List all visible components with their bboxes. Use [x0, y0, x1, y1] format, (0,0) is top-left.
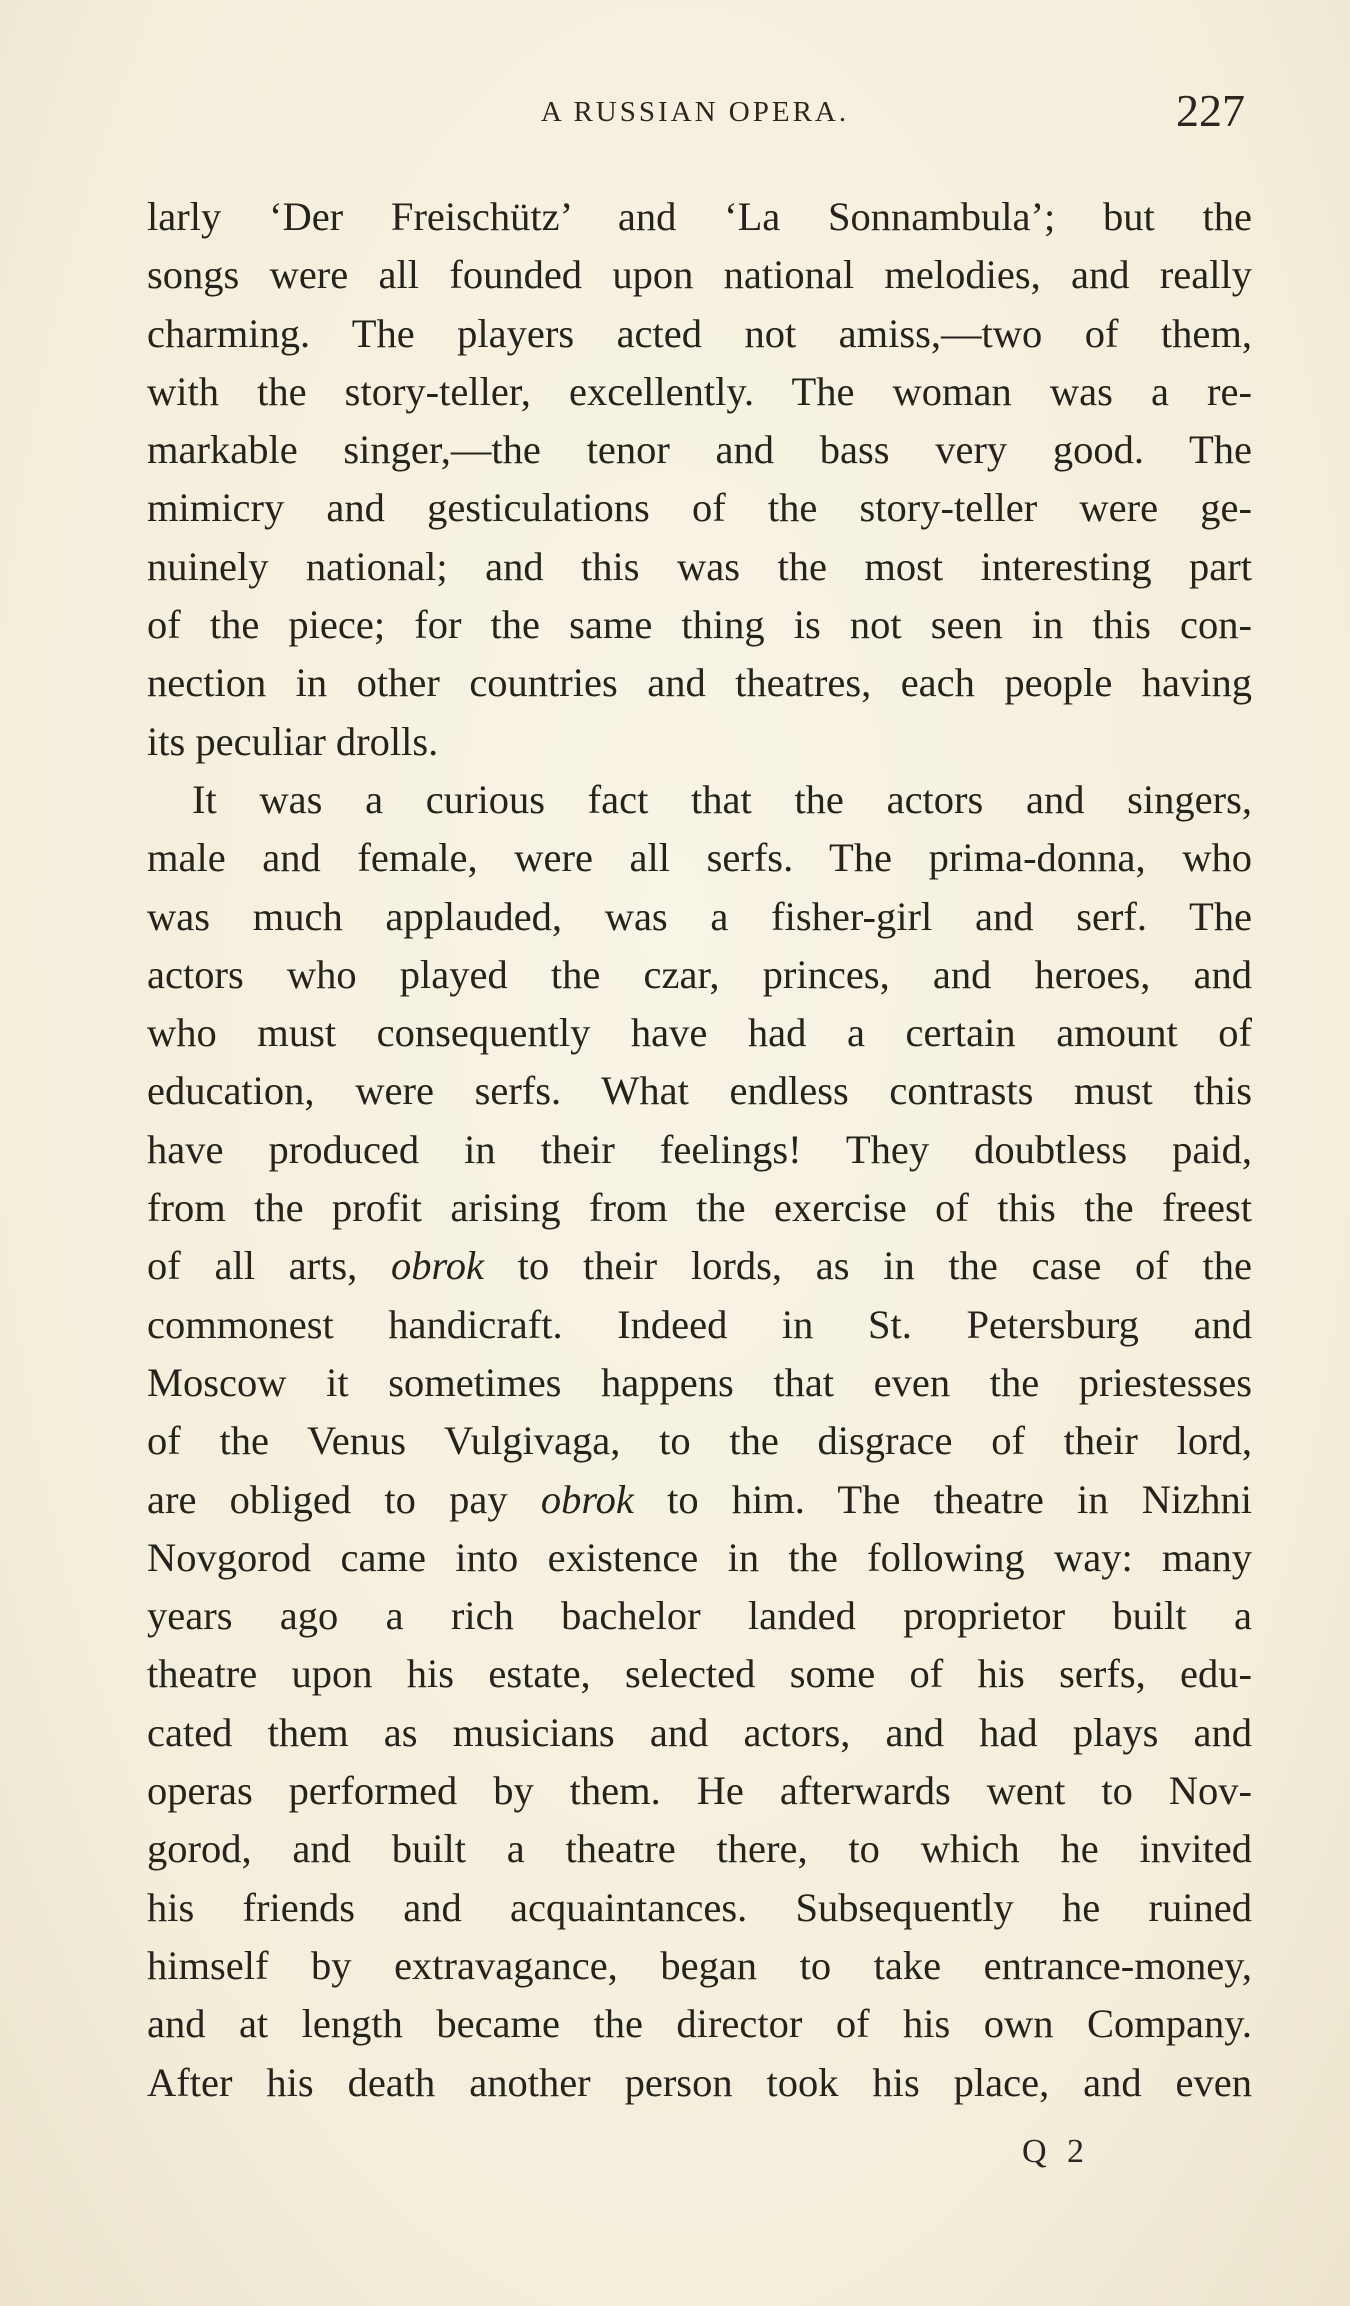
- text-line: [147, 1587, 1252, 1645]
- text-line: [147, 479, 1252, 537]
- text-line: [147, 771, 1252, 829]
- text-segment: charming. The players acted not amiss,—two of them,: [147, 310, 1252, 356]
- text-line: [147, 1354, 1252, 1412]
- text-segment: education, were serfs. What endless contrasts must this: [147, 1068, 1252, 1114]
- text-segment: It was a curious fact that the actors and singers,: [192, 776, 1252, 822]
- text-segment: of all arts,: [147, 1243, 391, 1289]
- text-segment: was much applauded, was a fisher-girl and serf. The: [147, 893, 1252, 939]
- text-line: [147, 1296, 1252, 1354]
- text-segment: nection in other countries and theatres, each people having: [147, 660, 1252, 706]
- text-segment: of the Venus Vulgivaga, to the disgrace of their lord,: [147, 1418, 1252, 1464]
- text-line: [147, 1471, 1252, 1529]
- text-segment: himself by extravagance, began to take entrance-money,: [147, 1942, 1252, 1988]
- text-line: [147, 421, 1252, 479]
- text-line: [147, 713, 1252, 771]
- text-line: [147, 946, 1252, 1004]
- text-line: [147, 2054, 1252, 2112]
- text-segment: its peculiar drolls.: [147, 718, 439, 764]
- text-segment: After his death another person took his place, and even: [147, 2059, 1252, 2105]
- text-line: [147, 1237, 1252, 1295]
- text-segment: who must consequently have had a certain amount of: [147, 1010, 1252, 1056]
- text-segment: actors who played the czar, princes, and heroes, and: [147, 951, 1252, 997]
- text-line: [147, 829, 1252, 887]
- text-segment: markable singer,—the tenor and bass very good. The: [147, 427, 1252, 473]
- text-segment: to their lords, as in the case of the: [483, 1243, 1252, 1289]
- page-header: [145, 84, 1245, 144]
- text-segment: and at length became the director of his own Company.: [147, 2001, 1252, 2047]
- text-segment: theatre upon his estate, selected some of his serfs, edu-: [147, 1651, 1252, 1697]
- text-line: [147, 654, 1252, 712]
- text-line: [147, 363, 1252, 421]
- text-line: [147, 1820, 1252, 1878]
- text-segment: cated them as musicians and actors, and had plays and: [147, 1709, 1252, 1755]
- text-segment: with the story-teller, excellently. The woman was a re-: [147, 368, 1252, 414]
- text-line: [147, 246, 1252, 304]
- text-segment: Novgorod came into existence in the following way: many: [147, 1534, 1252, 1580]
- text-line: [147, 1645, 1252, 1703]
- text-line: [147, 1062, 1252, 1120]
- text-line: [147, 1529, 1252, 1587]
- text-line: [147, 1704, 1252, 1762]
- page-number: 227: [1176, 85, 1245, 136]
- text-segment: nuinely national; and this was the most interesting part: [147, 543, 1252, 589]
- italic-term: obrok: [540, 1476, 634, 1522]
- body-text: [147, 188, 1252, 2112]
- text-segment: have produced in their feelings! They doubtless paid,: [147, 1126, 1252, 1172]
- text-line: [147, 1995, 1252, 2053]
- text-segment: mimicry and gesticulations of the story-teller were ge-: [147, 485, 1252, 531]
- text-segment: of the piece; for the same thing is not seen in this con-: [147, 602, 1252, 648]
- signature-mark: Q 2: [1022, 2133, 1091, 2170]
- text-line: [147, 1121, 1252, 1179]
- text-line: [147, 888, 1252, 946]
- text-segment: his friends and acquaintances. Subsequently he ruined: [147, 1884, 1252, 1930]
- text-line: [147, 1937, 1252, 1995]
- text-line: [147, 538, 1252, 596]
- text-segment: years ago a rich bachelor landed proprietor built a: [147, 1593, 1252, 1639]
- text-line: [147, 188, 1252, 246]
- text-segment: Moscow it sometimes happens that even the priestesses: [147, 1359, 1252, 1405]
- text-line: [147, 1762, 1252, 1820]
- text-segment: from the profit arising from the exercise of this the freest: [147, 1185, 1252, 1231]
- running-title: A RUSSIAN OPERA.: [540, 96, 850, 128]
- text-line: [147, 1004, 1252, 1062]
- text-line: [147, 1879, 1252, 1937]
- text-line: [147, 1412, 1252, 1470]
- text-line: [147, 305, 1252, 363]
- text-segment: are obliged to pay: [147, 1476, 541, 1522]
- text-segment: male and female, were all serfs. The prima-donna, who: [147, 835, 1252, 881]
- text-line: [147, 1179, 1252, 1237]
- text-segment: gorod, and built a theatre there, to which he invited: [147, 1826, 1252, 1872]
- text-segment: to him. The theatre in Nizhni: [633, 1476, 1252, 1522]
- text-segment: operas performed by them. He afterwards went to Nov-: [147, 1768, 1252, 1814]
- text-segment: commonest handicraft. Indeed in St. Petersburg and: [147, 1301, 1252, 1347]
- text-segment: songs were all founded upon national melodies, and really: [147, 252, 1252, 298]
- text-segment: larly ‘Der Freischütz’ and ‘La Sonnambula’; but the: [147, 194, 1252, 239]
- text-line: [147, 596, 1252, 654]
- italic-term: obrok: [391, 1243, 484, 1289]
